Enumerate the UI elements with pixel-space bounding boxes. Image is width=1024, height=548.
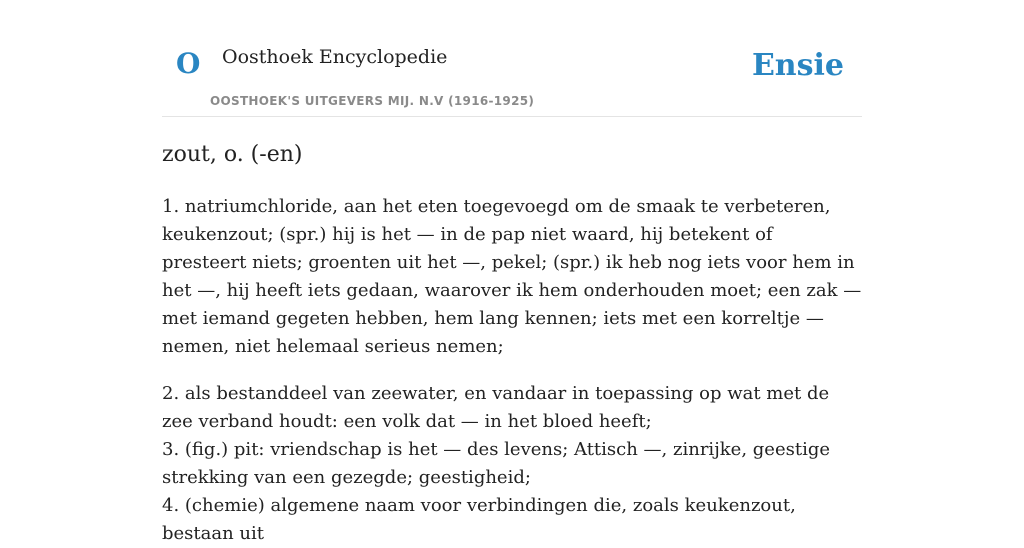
entry-headword: zout, o. (-en) — [162, 142, 303, 167]
source-title-link[interactable]: Oosthoek Encyclopedie — [222, 46, 448, 68]
definition-paragraph: 1. natriumchloride, aan het eten toegevoegd om de smaak te verbeteren, keukenzout; (spr.) hij is het — in de pap niet waard, hij betekent of presteert niets; groenten uit het —, pekel; (spr.) ik heb nog iets voor hem in het —, hij heeft iets gedaan, waarover ik hem onderhouden moet; een zak — met iemand gegeten hebben, hem lang kennen; iets met een korreltje — nemen, niet helemaal serieus nemen; — [162, 196, 862, 357]
definition-paragraph: 2. als bestanddeel van zeewater, en vandaar in toepassing op wat met de zee verband houdt: een volk dat — in het bloed heeft; 3. (fig.) pit: vriendschap is het — des levens; Attisch —, zinrijke, geestige strekking van een gezegde; geestigheid; 4. (chemie) algemene naam voor verbindingen die, zoals keukenzout, bestaan uit — [162, 383, 831, 544]
page — [162, 0, 862, 548]
publisher-label: OOSTHOEK'S UITGEVERS MIJ. N.V (1916-1925) — [210, 94, 535, 108]
brand-logo-link[interactable]: Ensie — [751, 48, 844, 83]
site-header — [162, 0, 862, 117]
entry-definition — [162, 193, 862, 548]
source-logo[interactable]: O — [176, 47, 201, 80]
